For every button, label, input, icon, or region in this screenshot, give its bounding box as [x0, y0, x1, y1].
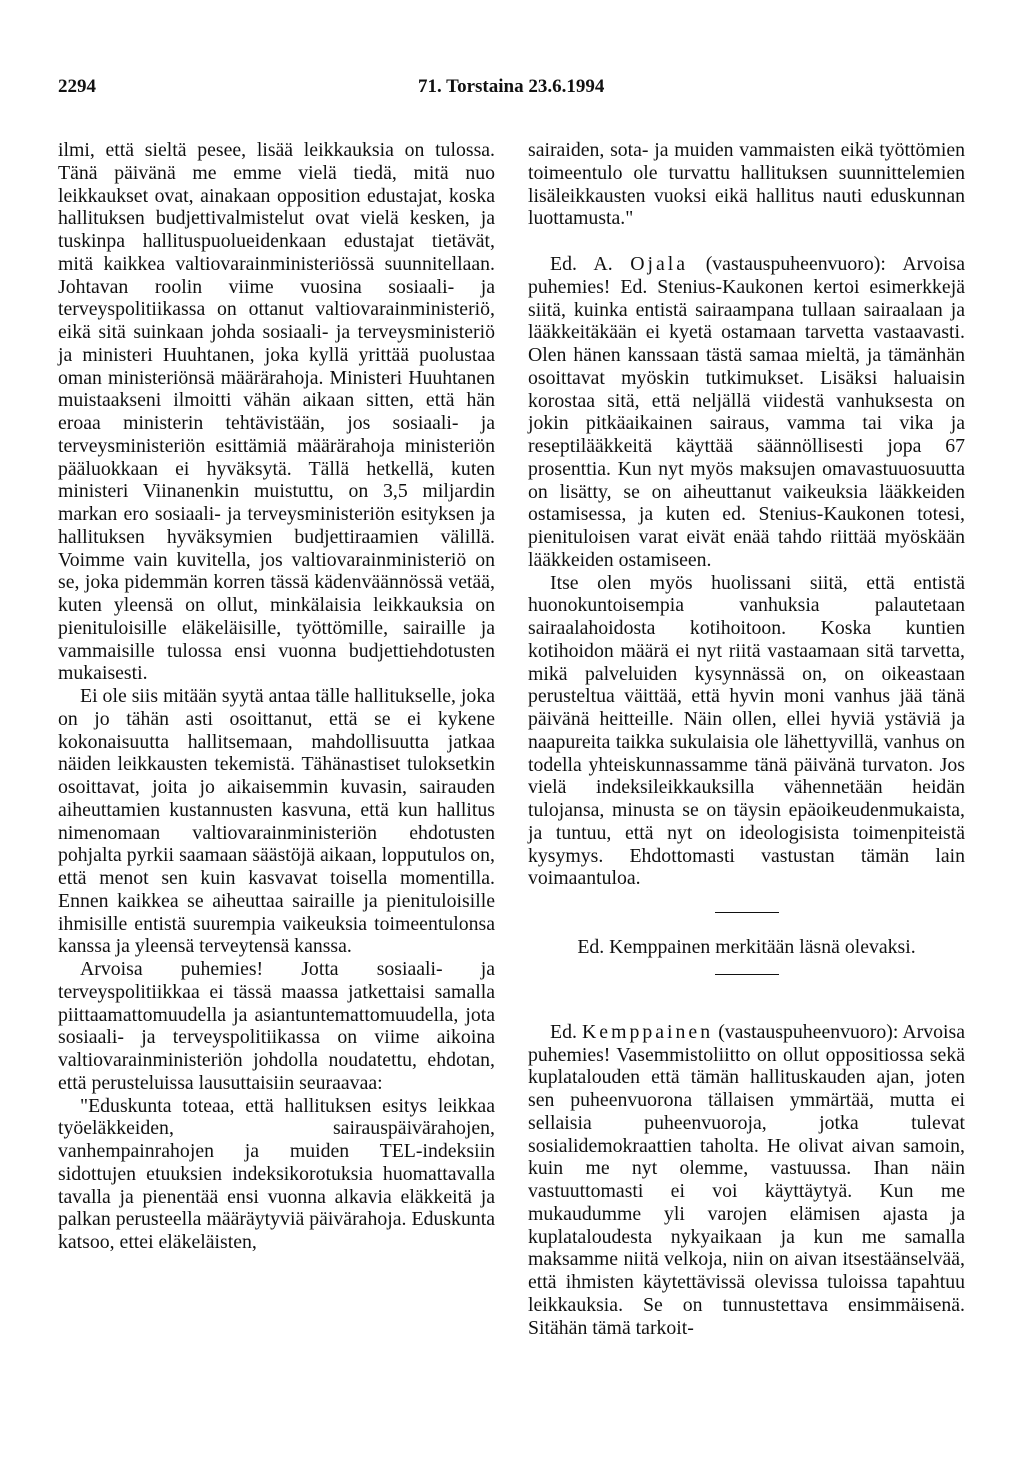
speech-kemppainen — [528, 1021, 965, 1340]
speaker-prefix: Ed. — [550, 1020, 577, 1043]
section-divider — [715, 912, 779, 913]
right-column — [528, 139, 965, 1339]
right-paragraph-3: Itse olen myös huolissani siitä, että entistä huonokuntoisempia vanhuksia palautetaan sairaalahoidosta kotihoitoon. Koska kuntien kotihoidon määrä ei nyt riitä vastaamaan sitä tarvetta, mikä palveluiden kysynnässä on, on oikeastaan perusteltua väittää, että hyvin moni vanhus jää tänä päivänä heitteille. Näin ollen, ellei hyviä ystäviä ja naapureita taikka sukulaisia ole lähettyvillä, vanhus on todella yhteiskunnassamme tänä päivänä turvaton. Jos vielä indeksileikkauksilla vähennetään heidän tulojansa, minusta se on täysin epäoikeudenmukaista, ja tuntuu, että nyt on ideologisista toimenpiteistä kysymys. Ehdottomasti vastustan tämän lain voimaantuloa. — [528, 571, 965, 890]
left-paragraph-2: Ei ole siis mitään syytä antaa tälle hallitukselle, joka on jo tähän asti osoittanut, että se ei kykene kokonaisuutta hallitsemaan, mahdollisuutta jatkaa näiden leikkausten tekemistä. Tähänastiset tuloksetkin osoittavat, joita jo aikaisemmin kuvasin, sairauden aiheuttamien kustannusten kasvuna, että kun hallitus nimenomaan valtiovarainministeriön ehdotusten pohjalta pyrkii saamaan säästöjä aikaan, lopputulos on, että menot sen kuin kasvavat toisella momentilla. Ennen kaikkea se aiheuttaa sairaille ja pienituloisille ihmisille entistä suurempia vaikeuksia toimeentulonsa kanssa ja yleensä terveytensä kanssa. — [58, 685, 495, 958]
speaker-prefix: Ed. A. — [550, 253, 613, 275]
speech-ojala — [528, 253, 965, 572]
running-head: 71. Torstaina 23.6.1994 — [418, 76, 605, 97]
attendance-notice: Ed. Kemppainen merkitään läsnä olevaksi. — [577, 936, 916, 958]
speaker-name-kemppainen: Kemppainen — [582, 1020, 714, 1043]
left-paragraph-1: ilmi, että sieltä pesee, lisää leikkauksia on tulossa. Tänä päivänä me emme vielä tiedä, mitä nuo leikkaukset ovat, ainakaan opposition edustajat, koska hallituksen budjettivalmistelut ovat vielä kesken, ja tuskinpa hallituspuolueidenkaan edustajat tietävät, mitä kaikkea valtiovarainministeriössä suunnitellaan. Johtavan roolin viime vuosina sosiaali- ja terveyspolitiikassa on ottanut valtiovarainministeriö, eikä sitä suinkaan johda sosiaali- ja terveysministeriö ja ministeri Huuhtanen, joka kyllä yrittää puolustaa oman ministeriönsä määrärahoja. Ministeri Huuhtanen muistaakseni ilmoitti vähän aikaan sitten, että hän eroaa ministerin tehtävistään, jos sosiaali- ja terveysministeriön esittämiä määrärahoja ministeriön pääluokkaan ei hyväksytä. Tällä hetkellä, kuten ministeri Viinanenkin muistuttu, on 3,5 miljardin markan ero sosiaali- ja terveysministeriön esityksen ja hallituksen hyväksymien budjettiraamien välillä. Voimme vain kuvitella, jos valtiovarainministeriö on se, joka pidemmän korren tässä kädenväännössä vetää, kuten yleensä on ollut, minkälaisia leikkauksia on pienituloisille eläkeläisille, työttömille, sairaille ja vammaisille tulossa ensi vuonna budjettiehdotusten mukaisesti. — [58, 139, 495, 685]
left-column — [58, 139, 495, 1254]
right-paragraph-1: sairaiden, sota- ja muiden vammaisten eikä työttömien toimeentulo ole turvattu hallituksen suunnittelemien lisäleikkausten vuoksi eikä hallitus nauti eduskunnan luottamusta." — [528, 139, 965, 230]
left-paragraph-3: Arvoisa puhemies! Jotta sosiaali- ja terveyspolitiikkaa ei tässä maassa jatkettaisi samalla piittaamattomuudella ja asiantuntemattomuudella, jota sosiaali- ja terveyspolitiikassa on viime aikoina valtiovarainministeriön johdolla noudatettu, ehdotan, että perusteluissa lausuttaisiin seuraavaa: — [58, 958, 495, 1094]
section-divider — [715, 974, 779, 975]
left-paragraph-4: "Eduskunta toteaa, että hallituksen esitys leikkaa työeläkkeiden, sairauspäivärahojen, vanhempainrahojen ja muiden TEL-indeksiin sidottujen etuuksien indeksikorotuksia huomattavalla tavalla ja pienentää ensi vuonna alkavia eläkkeitä ja palkan perusteella määräytyviä päivärahoja. Eduskunta katsoo, ettei eläkeläisten, — [58, 1094, 495, 1253]
page-header — [58, 76, 966, 100]
speech-text: (vastauspuheenvuoro): Arvoisa puhemies! Vasemmistoliitto on ollut oppositiossa sekä kuplatalouden että tämän hallituskauden ajan, joten sen puheenvuorona tällaisen ymmärtää, mutta ei sellaisia puheenvuoroja, jotka tulevat sosialidemokraattien taholta. He olivat aivan samoin, kuin me nyt olemme, vastuussa. Ihan näin vastuuttomasti ei voi käyttäytyä. Kun me mukaudumme yli varojen elämisen ajasta ja kuplataloudesta nykyaikaan ja kun me samalla maksamme niitä velkoja, niin on aivan itsestäänselvää, että ihmisten käytettävissä olevissa tuloissa tapahtuu leikkauksia. Se on tunnustettava ensimmäisenä. Sitähän tämä tarkoit- — [528, 1020, 965, 1339]
speaker-name-ojala: Ojala — [630, 253, 689, 275]
speech-text: (vastauspuheenvuoro): Arvoisa puhemies! Ed. Stenius-Kaukonen kertoi esimerkkejä siitä, kuinka entistä sairaampana tullaan sairaalaan ja lääkkeitäkään ei kyetä ostamaan tarvetta vastaavasti. Olen hänen kanssaan tästä samaa mieltä, ja tämänhän osoittavat myöskin tutkimukset. Lisäksi haluaisin korostaa sitä, että neljällä viidestä vanhuksesta on jokin pitkäaikainen sairaus, vamma tai vika ja reseptilääkkeitä käyttää säännöllisesti jopa 67 prosenttia. Kun nyt myös maksujen omavastuuosuutta on lisätty, se on aiheuttanut vaikeuksia lääkkeiden ostamisessa, ja kuten ed. Stenius-Kaukonen totesi, pienituloisen varat eivät enää tahdo riittää myöskään lääkkeiden ostamiseen. — [528, 253, 965, 571]
page-number: 2294 — [58, 76, 96, 97]
